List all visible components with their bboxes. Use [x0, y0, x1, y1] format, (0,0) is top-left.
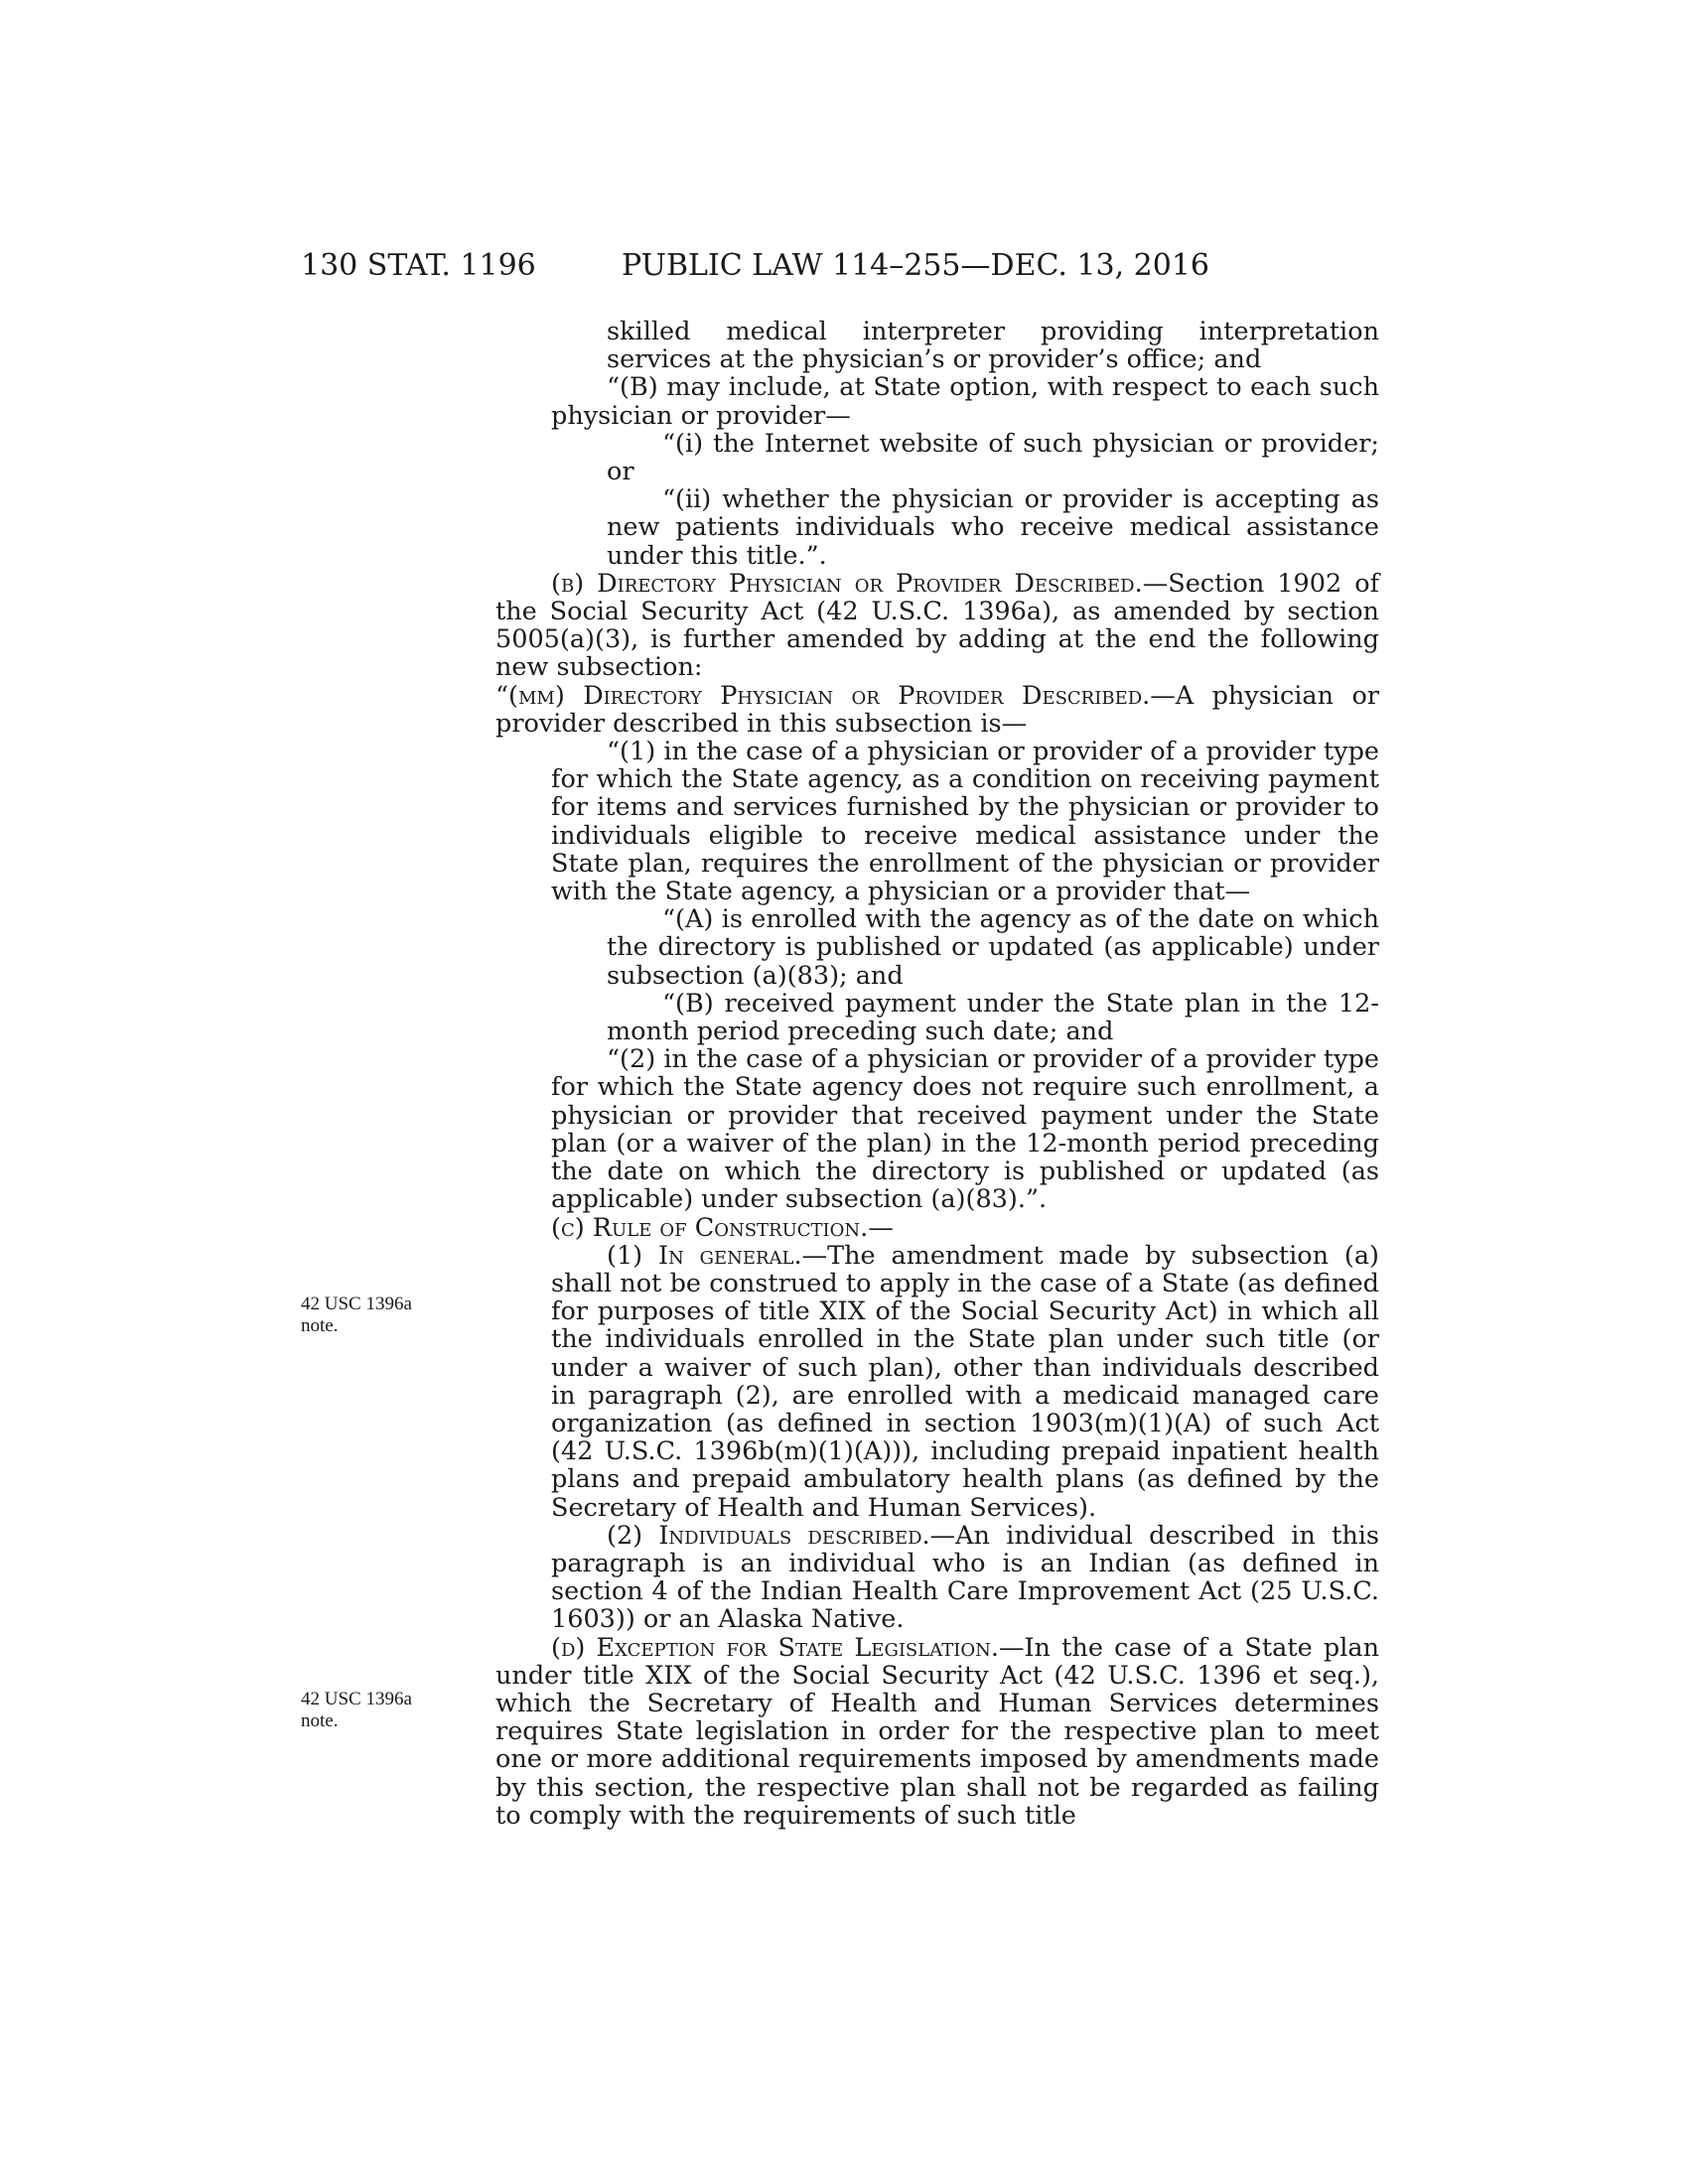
subsection-d-heading: (d) Exception for State Legislation. — [551, 1632, 999, 1663]
margin-note — [301, 1689, 460, 1732]
paragraph-1: “(1) in the case of a physician or provider of a provider type for which the State agency, as a condition on receiving payment for items and services furnished by the physician or provider to individuals eligible to receive medical assistance under the State plan, requires the enrollment of the physician or provider with the State agency, a physician or a provider that— — [551, 737, 1379, 907]
paragraph-c1-heading: (1) In general. — [607, 1240, 802, 1271]
subsection-b-heading: (b) Directory Physician or Provider Described. — [551, 568, 1143, 599]
subsection-mm — [495, 682, 1379, 738]
paragraph-2: “(2) in the case of a physician or provider of a provider type for which the State agency does not require such enrollment, a physician or provider that received payment under the State plan (or a waiver of the plan) in the 12-month period preceding the date on which the directory is published or updated (as applicable) under subsection (a)(83).”. — [551, 1044, 1379, 1215]
clause-i: “(i) the Internet website of such physician or provider; or — [607, 428, 1379, 487]
paragraph-c1-text: —The amendment made by subsection (a) shall not be construed to apply in the case of a State (as defined for purposes of title XIX of the Social Security Act) in which all the individuals enrolled in the State plan under such title (or under a waiver of such plan), other than individuals described in paragraph (2), are enrolled with a medicaid managed care organization (as defined in section 1903(m)(1)(A) of such Act (42 U.S.C. 1396b(m)(1)(A))), including prepaid inpatient health plans and prepaid ambulatory health plans (as defined by the Secretary of Health and Human Services). — [551, 1240, 1379, 1523]
margin-note-citation: 42 USC 1396a — [301, 1689, 412, 1709]
margin-note-citation: 42 USC 1396a — [301, 1294, 412, 1314]
paragraph-c1 — [495, 1242, 1379, 1522]
subsection-c-heading: (c) Rule of Construction. — [551, 1212, 869, 1243]
statute-body — [495, 318, 1379, 1830]
subsection-mm-text: —A physician or provider described in this subsection is— — [495, 680, 1379, 739]
subsection-c — [495, 1214, 1379, 1242]
subsection-c-text: — — [868, 1212, 894, 1243]
paragraph-c2-heading: (2) Individuals described. — [607, 1520, 930, 1551]
margin-note-suffix: note. — [301, 1315, 339, 1336]
margin-note-suffix: note. — [301, 1710, 339, 1731]
paragraph-continuation: skilled medical interpreter providing interpretation services at the physician’s or provider’s office; and — [607, 317, 1379, 375]
subparagraph-b2: “(B) received payment under the State plan in the 12-month period preceding such date; and — [607, 988, 1379, 1047]
subsection-mm-heading: “(mm) Directory Physician or Provider Described. — [495, 680, 1151, 711]
paragraph-c2 — [495, 1522, 1379, 1634]
subsection-b — [495, 570, 1379, 682]
subparagraph-b: “(B) may include, at State option, with respect to each such physician or provider— — [551, 372, 1379, 431]
subsection-d-text: —In the case of a State plan under title XIX of the Social Security Act (42 U.S.C. 1396 et seq.), which the Secretary of Health and Human Services determines requires State legislation in order for the respective plan to meet one or more additional requirements imposed by amendments made by this section, the respective plan shall not be regarded as failing to comply with the requirements of such title — [495, 1632, 1379, 1831]
paragraph-c2-text: —An individual described in this paragraph is an individual who is an Indian (as defined in section 4 of the Indian Health Care Improvement Act (25 U.S.C. 1603)) or an Alaska Native. — [551, 1520, 1379, 1635]
clause-ii: “(ii) whether the physician or provider is accepting as new patients individuals who receive medical assistance under this title.”. — [607, 484, 1379, 571]
statute-page-number: 130 STAT. 1196 — [301, 248, 536, 283]
subparagraph-a: “(A) is enrolled with the agency as of the date on which the directory is published or updated (as applicable) under subsection (a)(83); and — [607, 904, 1379, 991]
running-header-title: PUBLIC LAW 114–255—DEC. 13, 2016 — [622, 248, 1210, 283]
margin-note — [301, 1294, 460, 1337]
subsection-d — [495, 1634, 1379, 1830]
subsection-b-text: —Section 1902 of the Social Security Act (42 U.S.C. 1396a), as amended by section 5005(a)(3), is further amended by adding at the end the following new subsection: — [495, 568, 1380, 683]
